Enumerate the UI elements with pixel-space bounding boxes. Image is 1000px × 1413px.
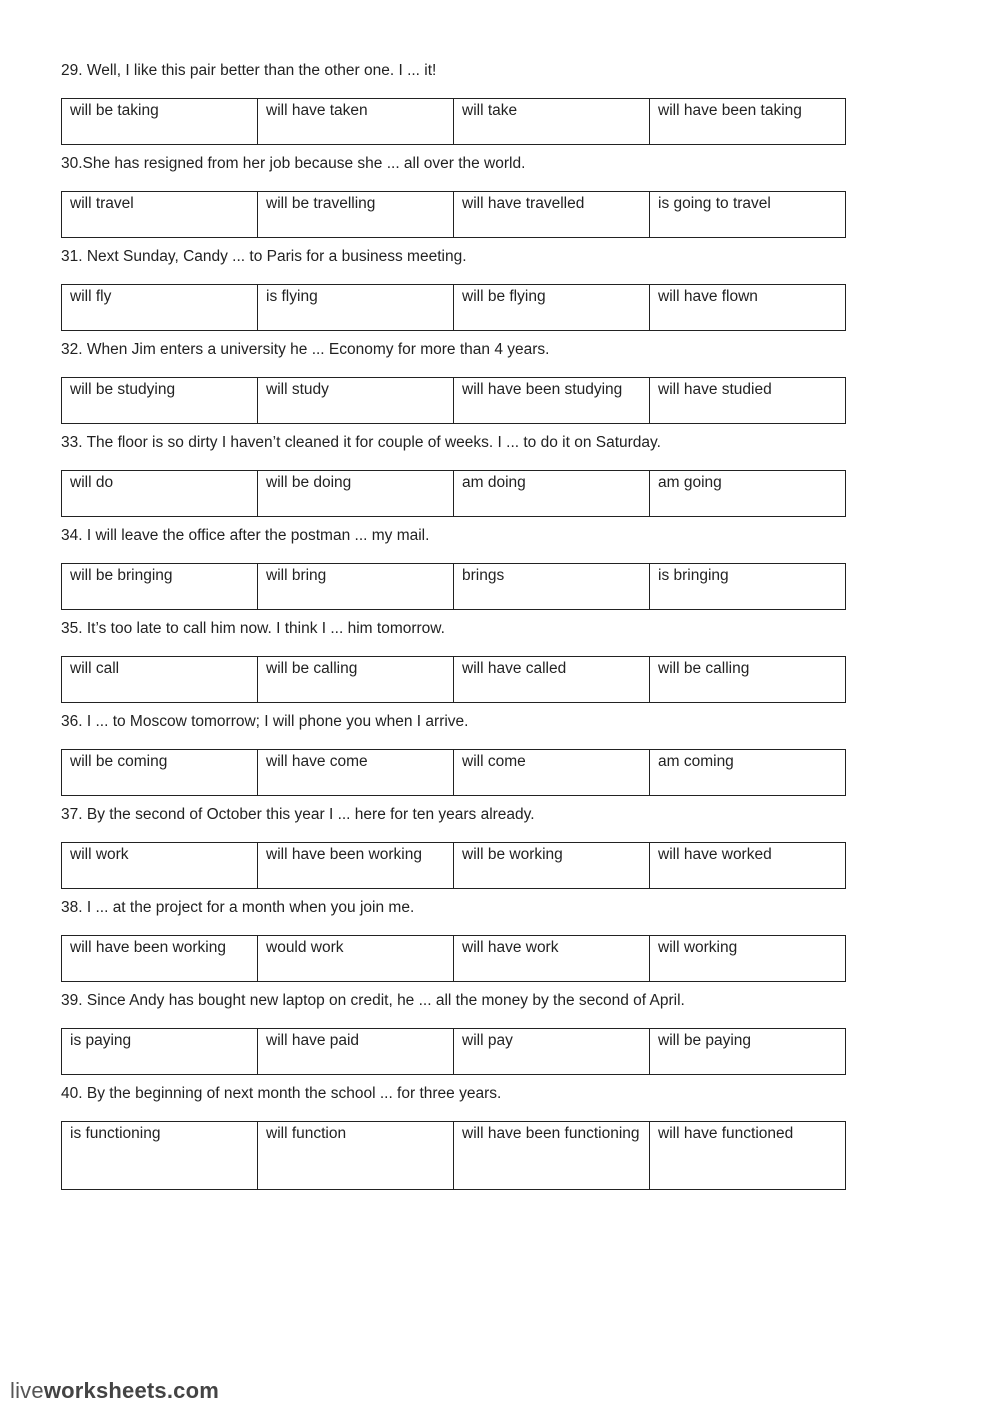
question-text: 35. It’s too late to call him now. I think I ... him tomorrow. — [61, 620, 445, 637]
option-b[interactable]: will be travelling — [258, 192, 454, 237]
option-b[interactable]: will have taken — [258, 99, 454, 144]
question-text: 38. I ... at the project for a month when you join me. — [61, 899, 415, 916]
logo-light-text: live — [10, 1378, 44, 1403]
options-row — [61, 377, 846, 424]
option-c[interactable]: am doing — [454, 471, 650, 516]
option-a[interactable]: will work — [62, 843, 258, 888]
option-b[interactable]: will have been working — [258, 843, 454, 888]
option-d[interactable]: is bringing — [658, 567, 729, 584]
options-row — [61, 842, 846, 889]
option-c[interactable]: brings — [454, 564, 650, 609]
question-block — [61, 432, 846, 517]
options-row — [61, 1028, 846, 1075]
option-c[interactable]: will be working — [454, 843, 650, 888]
options-row — [61, 1121, 846, 1190]
question-block — [61, 525, 846, 610]
options-row — [61, 284, 846, 331]
worksheet — [61, 60, 846, 1198]
question-text: 40. By the beginning of next month the school ... for three years. — [61, 1085, 502, 1102]
question-block — [61, 1083, 846, 1190]
option-c[interactable]: will pay — [454, 1029, 650, 1074]
question-text: 31. Next Sunday, Candy ... to Paris for a business meeting. — [61, 248, 467, 265]
question-text: 30.She has resigned from her job because she ... all over the world. — [61, 155, 526, 172]
option-a[interactable]: will be bringing — [62, 564, 258, 609]
option-d[interactable]: will have been taking — [658, 102, 802, 119]
options-row — [61, 935, 846, 982]
options-row — [61, 563, 846, 610]
option-a[interactable]: will call — [62, 657, 258, 702]
question-block — [61, 897, 846, 982]
options-row — [61, 191, 846, 238]
option-d[interactable]: am coming — [658, 753, 734, 770]
question-text: 34. I will leave the office after the postman ... my mail. — [61, 527, 430, 544]
option-c[interactable]: will come — [454, 750, 650, 795]
question-block — [61, 153, 846, 238]
option-a[interactable]: will have been working — [62, 936, 258, 981]
option-b[interactable]: will be calling — [258, 657, 454, 702]
question-block — [61, 804, 846, 889]
question-text: 36. I ... to Moscow tomorrow; I will phone you when I arrive. — [61, 713, 469, 730]
question-block — [61, 246, 846, 331]
option-d[interactable]: will have flown — [658, 288, 758, 305]
option-d[interactable]: am going — [658, 474, 722, 491]
liveworksheets-logo — [10, 1378, 219, 1404]
question-block — [61, 339, 846, 424]
question-block — [61, 618, 846, 703]
option-c[interactable]: will have work — [454, 936, 650, 981]
option-b[interactable]: will have paid — [258, 1029, 454, 1074]
option-c[interactable]: will be flying — [454, 285, 650, 330]
option-b[interactable]: will bring — [258, 564, 454, 609]
option-c[interactable]: will have been functioning — [454, 1122, 650, 1189]
option-d[interactable]: will be calling — [658, 660, 750, 677]
option-d[interactable]: will be paying — [658, 1032, 752, 1049]
options-row — [61, 98, 846, 145]
options-row — [61, 470, 846, 517]
question-text: 29. Well, I like this pair better than the other one. I ... it! — [61, 62, 437, 79]
option-a[interactable]: will be taking — [62, 99, 258, 144]
option-a[interactable]: is paying — [62, 1029, 258, 1074]
options-row — [61, 749, 846, 796]
option-d[interactable]: will have studied — [658, 381, 772, 398]
option-d[interactable]: will have functioned — [658, 1125, 794, 1142]
option-a[interactable]: will travel — [62, 192, 258, 237]
logo-bold-text: worksheets.com — [43, 1378, 220, 1403]
option-b[interactable]: will have come — [258, 750, 454, 795]
option-d[interactable]: is going to travel — [658, 195, 771, 212]
option-d[interactable]: will have worked — [658, 846, 772, 863]
question-block — [61, 60, 846, 145]
option-b[interactable]: is flying — [258, 285, 454, 330]
option-c[interactable]: will have travelled — [454, 192, 650, 237]
question-text: 33. The floor is so dirty I haven’t cleaned it for couple of weeks. I ... to do it on Saturday. — [61, 434, 661, 451]
option-a[interactable]: will be studying — [62, 378, 258, 423]
option-b[interactable]: would work — [258, 936, 454, 981]
options-row — [61, 656, 846, 703]
option-a[interactable]: will do — [62, 471, 258, 516]
option-a[interactable]: will fly — [62, 285, 258, 330]
question-text: 32. When Jim enters a university he ... Economy for more than 4 years. — [61, 341, 550, 358]
option-c[interactable]: will have called — [454, 657, 650, 702]
option-c[interactable]: will have been studying — [454, 378, 650, 423]
question-block — [61, 711, 846, 796]
question-text: 39. Since Andy has bought new laptop on credit, he ... all the money by the second of April. — [61, 992, 685, 1009]
option-a[interactable]: will be coming — [62, 750, 258, 795]
option-b[interactable]: will be doing — [258, 471, 454, 516]
option-b[interactable]: will study — [258, 378, 454, 423]
option-c[interactable]: will take — [454, 99, 650, 144]
option-d[interactable]: will working — [658, 939, 738, 956]
option-a[interactable]: is functioning — [62, 1122, 258, 1189]
question-block — [61, 990, 846, 1075]
option-b[interactable]: will function — [258, 1122, 454, 1189]
question-text: 37. By the second of October this year I ... here for ten years already. — [61, 806, 535, 823]
